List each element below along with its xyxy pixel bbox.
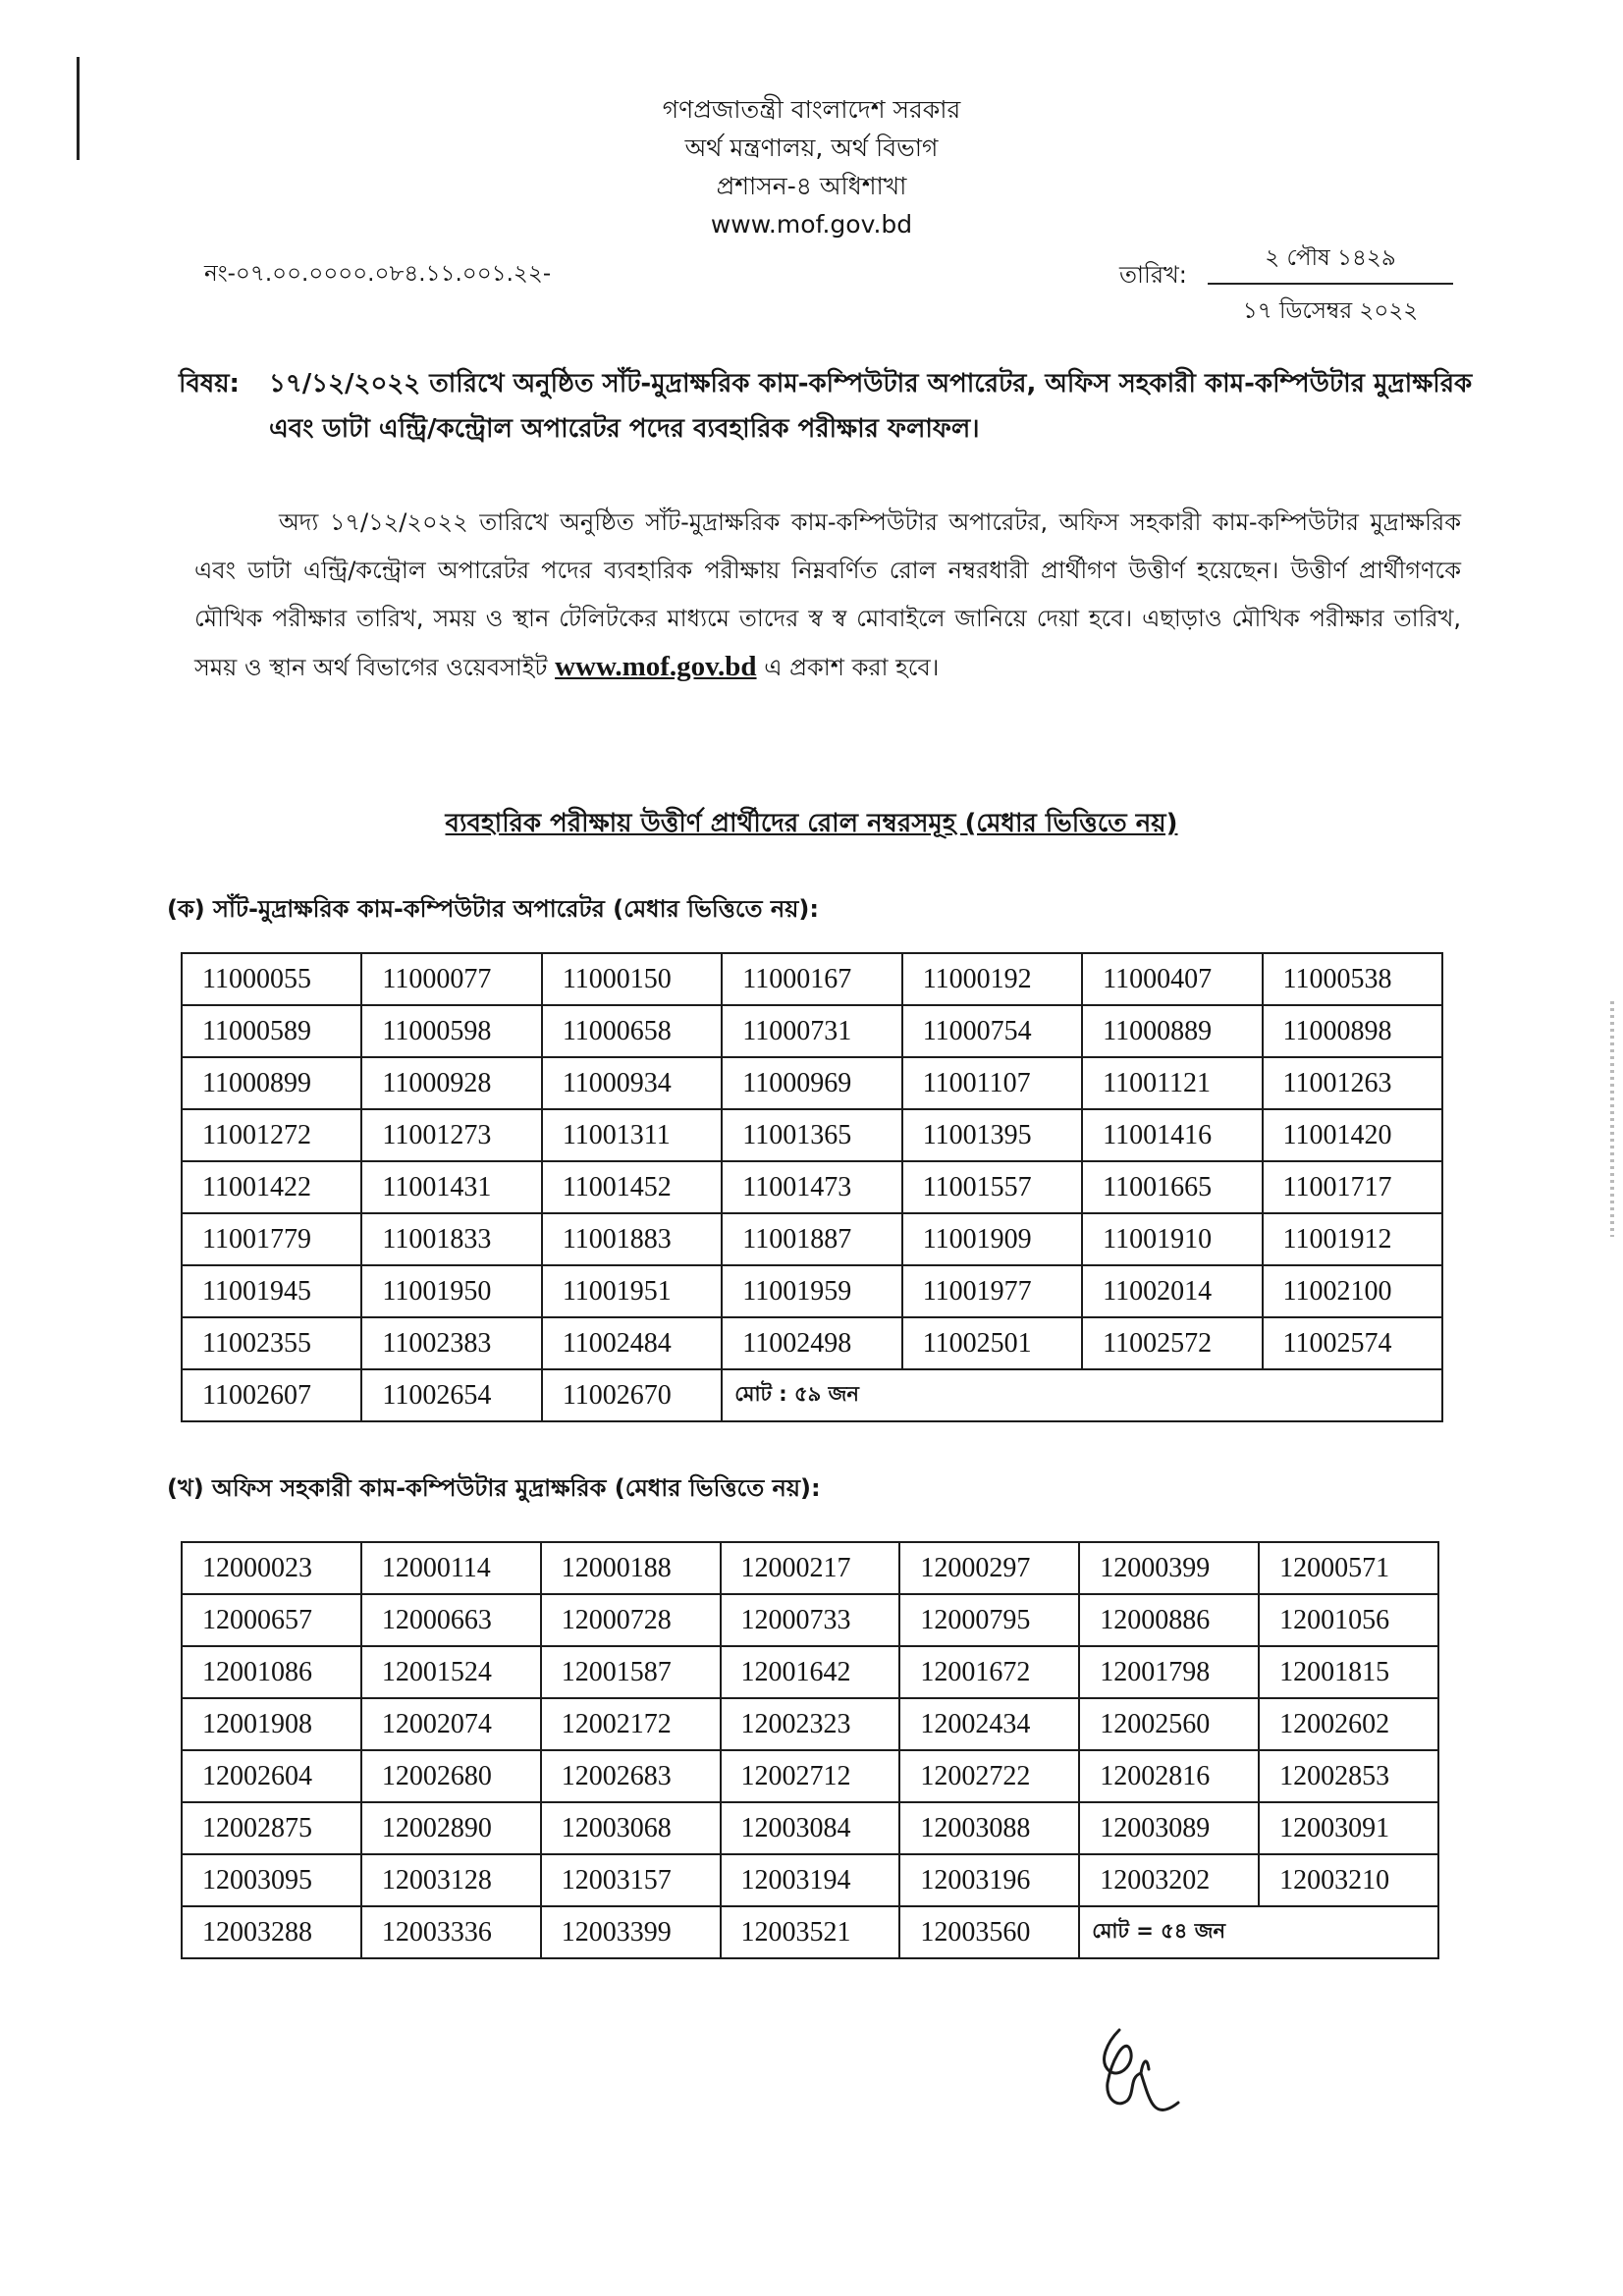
roll-number-cell: 11001263	[1263, 1057, 1442, 1109]
roll-number-cell: 12001587	[541, 1646, 721, 1698]
roll-number-cell: 12001086	[182, 1646, 361, 1698]
section-a-roll-table	[181, 952, 1443, 1422]
table-row-last	[182, 1369, 1442, 1421]
roll-number-cell: 12002875	[182, 1802, 361, 1854]
roll-number-cell: 11001665	[1082, 1161, 1262, 1213]
roll-number-cell: 12002560	[1079, 1698, 1259, 1750]
roll-number-cell: 11001311	[542, 1109, 722, 1161]
roll-number-cell: 12003202	[1079, 1854, 1259, 1906]
roll-number-cell: 11000934	[542, 1057, 722, 1109]
roll-number-cell: 11000754	[902, 1005, 1082, 1057]
body-text-end: এ প্রকাশ করা হবে।	[764, 654, 940, 681]
roll-number-cell: 11000969	[722, 1057, 901, 1109]
roll-number-cell: 12003157	[541, 1854, 721, 1906]
roll-number-cell: 12000399	[1079, 1542, 1259, 1594]
roll-number-cell: 11001416	[1082, 1109, 1262, 1161]
body-paragraph	[194, 499, 1461, 692]
roll-number-cell: 11001452	[542, 1161, 722, 1213]
roll-number-cell: 11000407	[1082, 953, 1262, 1005]
roll-number-cell: 12002712	[721, 1750, 900, 1802]
roll-number-cell: 11000731	[722, 1005, 901, 1057]
table-row	[182, 1213, 1442, 1265]
roll-number-cell: 12001672	[899, 1646, 1079, 1698]
roll-number-cell: 11001420	[1263, 1109, 1442, 1161]
roll-number-cell: 12000886	[1079, 1594, 1259, 1646]
roll-number-cell: 11001121	[1082, 1057, 1262, 1109]
roll-number-cell: 12002722	[899, 1750, 1079, 1802]
branch-name: প্রশাসন-৪ অধিশাখা	[716, 172, 907, 200]
roll-number-cell: 12003089	[1079, 1802, 1259, 1854]
table-row	[182, 1750, 1438, 1802]
section-a-title: (ক) সাঁট-মুদ্রাক্ষরিক কাম-কম্পিউটার অপারেটর (মেধার ভিত্তিতে নয়):	[167, 895, 819, 923]
date-block	[1208, 240, 1453, 331]
roll-number-cell: 12003095	[182, 1854, 361, 1906]
list-heading: ব্যবহারিক পরীক্ষায় উত্তীর্ণ প্রার্থীদের রোল নম্বরসমূহ (মেধার ভিত্তিতে নয়)	[445, 809, 1178, 838]
roll-number-cell: 12003088	[899, 1802, 1079, 1854]
table-row	[182, 1005, 1442, 1057]
roll-number-cell: 11002572	[1082, 1317, 1262, 1369]
table-row	[182, 1802, 1438, 1854]
roll-number-cell: 11001950	[361, 1265, 541, 1317]
total-count: মোট : ৫৯ জন	[722, 1369, 1442, 1421]
roll-number-cell: 12002680	[361, 1750, 541, 1802]
roll-number-cell: 11000899	[182, 1057, 361, 1109]
roll-number-cell: 11002574	[1263, 1317, 1442, 1369]
roll-number-cell: 12003210	[1259, 1854, 1438, 1906]
roll-number-cell: 11001431	[361, 1161, 541, 1213]
roll-number-cell: 11002383	[361, 1317, 541, 1369]
roll-number-cell: 12000571	[1259, 1542, 1438, 1594]
table-row	[182, 1854, 1438, 1906]
roll-number-cell: 11001473	[722, 1161, 901, 1213]
roll-number-cell: 11000192	[902, 953, 1082, 1005]
roll-number-cell: 11000055	[182, 953, 361, 1005]
roll-number-cell: 11001422	[182, 1161, 361, 1213]
roll-number-cell: 11001912	[1263, 1213, 1442, 1265]
table-row	[182, 953, 1442, 1005]
table-row	[182, 1542, 1438, 1594]
roll-number-cell: 11000598	[361, 1005, 541, 1057]
roll-number-cell: 11002670	[542, 1369, 722, 1421]
roll-number-cell: 11001272	[182, 1109, 361, 1161]
section-b-title: (খ) অফিস সহকারী কাম-কম্পিউটার মুদ্রাক্ষরিক (মেধার ভিত্তিতে নয়):	[167, 1474, 821, 1502]
roll-number-cell: 11001395	[902, 1109, 1082, 1161]
roll-number-cell: 12000663	[361, 1594, 541, 1646]
roll-number-cell: 11001717	[1263, 1161, 1442, 1213]
roll-number-cell: 11002484	[542, 1317, 722, 1369]
subject-label: বিষয়:	[179, 369, 240, 399]
roll-number-cell: 11000167	[722, 953, 901, 1005]
government-name: গণপ্রজাতন্ত্রী বাংলাদেশ সরকার	[662, 95, 961, 124]
roll-number-cell: 12003128	[361, 1854, 541, 1906]
roll-number-cell: 12000733	[721, 1594, 900, 1646]
roll-number-cell: 11002607	[182, 1369, 361, 1421]
roll-number-cell: 12003336	[361, 1906, 541, 1958]
roll-number-cell: 12001815	[1259, 1646, 1438, 1698]
table-row	[182, 1109, 1442, 1161]
table-row	[182, 1265, 1442, 1317]
roll-number-cell: 11000898	[1263, 1005, 1442, 1057]
roll-number-cell: 11001365	[722, 1109, 901, 1161]
roll-number-cell: 12003288	[182, 1906, 361, 1958]
roll-number-cell: 11001557	[902, 1161, 1082, 1213]
roll-number-cell: 11001107	[902, 1057, 1082, 1109]
roll-number-cell: 12000023	[182, 1542, 361, 1594]
roll-number-cell: 11001951	[542, 1265, 722, 1317]
roll-number-cell: 12002604	[182, 1750, 361, 1802]
roll-number-cell: 12003399	[541, 1906, 721, 1958]
roll-number-cell: 11002654	[361, 1369, 541, 1421]
table-row	[182, 1161, 1442, 1213]
roll-number-cell: 12000657	[182, 1594, 361, 1646]
roll-number-cell: 12001056	[1259, 1594, 1438, 1646]
roll-number-cell: 11001909	[902, 1213, 1082, 1265]
roll-number-cell: 12002816	[1079, 1750, 1259, 1802]
roll-number-cell: 11000538	[1263, 953, 1442, 1005]
roll-number-cell: 12001908	[182, 1698, 361, 1750]
roll-number-cell: 12001798	[1079, 1646, 1259, 1698]
roll-number-cell: 11001887	[722, 1213, 901, 1265]
roll-number-cell: 11002100	[1263, 1265, 1442, 1317]
subject	[179, 361, 1475, 452]
roll-number-cell: 12001524	[361, 1646, 541, 1698]
roll-number-cell: 12000728	[541, 1594, 721, 1646]
roll-number-cell: 12002602	[1259, 1698, 1438, 1750]
roll-number-cell: 12001642	[721, 1646, 900, 1698]
roll-number-cell: 12003560	[899, 1906, 1079, 1958]
roll-number-cell: 12003196	[899, 1854, 1079, 1906]
roll-number-cell: 12002683	[541, 1750, 721, 1802]
roll-number-cell: 11001910	[1082, 1213, 1262, 1265]
roll-number-cell: 11001273	[361, 1109, 541, 1161]
website-link: www.mof.gov.bd	[555, 651, 757, 682]
date-english: ১৭ ডিসেম্বর ২০২২	[1242, 298, 1419, 324]
roll-number-cell: 11002501	[902, 1317, 1082, 1369]
roll-number-cell: 12003084	[721, 1802, 900, 1854]
date-bangla: ২ পৌষ ১৪২৯	[1208, 240, 1453, 285]
roll-number-cell: 12002434	[899, 1698, 1079, 1750]
roll-number-cell: 12000795	[899, 1594, 1079, 1646]
roll-number-cell: 11002355	[182, 1317, 361, 1369]
roll-number-cell: 11002498	[722, 1317, 901, 1369]
letterhead	[0, 90, 1623, 243]
memo-number: নং-০৭.০০.০০০০.০৮৪.১১.০০১.২২-	[204, 261, 552, 287]
roll-number-cell: 12003521	[721, 1906, 900, 1958]
section-b-roll-table	[181, 1541, 1439, 1959]
roll-number-cell: 12002074	[361, 1698, 541, 1750]
roll-number-cell: 12000217	[721, 1542, 900, 1594]
table-row	[182, 1698, 1438, 1750]
roll-number-cell: 11001959	[722, 1265, 901, 1317]
table-row	[182, 1057, 1442, 1109]
roll-number-cell: 12002172	[541, 1698, 721, 1750]
roll-number-cell: 12003091	[1259, 1802, 1438, 1854]
roll-number-cell: 12002323	[721, 1698, 900, 1750]
roll-number-cell: 12002853	[1259, 1750, 1438, 1802]
roll-number-cell: 11000077	[361, 953, 541, 1005]
signature	[1090, 2022, 1227, 2120]
website: www.mof.gov.bd	[710, 210, 913, 239]
roll-number-cell: 12003194	[721, 1854, 900, 1906]
roll-number-cell: 12000297	[899, 1542, 1079, 1594]
table-row	[182, 1317, 1442, 1369]
table-row	[182, 1646, 1438, 1698]
roll-number-cell: 11001945	[182, 1265, 361, 1317]
roll-number-cell: 11000589	[182, 1005, 361, 1057]
roll-number-cell: 12000188	[541, 1542, 721, 1594]
roll-number-cell: 11000150	[542, 953, 722, 1005]
roll-number-cell: 11002014	[1082, 1265, 1262, 1317]
subject-text: ১৭/১২/২০২২ তারিখে অনুষ্ঠিত সাঁট-মুদ্রাক্ষরিক কাম-কম্পিউটার অপারেটর, অফিস সহকারী কাম-কম্পিউটার মুদ্রাক্ষরিক এবং ডাটা এন্ট্রি/কন্ট্রোল অপারেটর পদের ব্যবহারিক পরীক্ষার ফলাফল।	[269, 369, 1473, 444]
roll-number-cell: 11001779	[182, 1213, 361, 1265]
roll-number-cell: 11000889	[1082, 1005, 1262, 1057]
body-text: অদ্য ১৭/১২/২০২২ তারিখে অনুষ্ঠিত সাঁট-মুদ্রাক্ষরিক কাম-কম্পিউটার অপারেটর, অফিস সহকারী কাম-কম্পিউটার মুদ্রাক্ষরিক এবং ডাটা এন্ট্রি/কন্ট্রোল অপারেটর পদের ব্যবহারিক পরীক্ষায় নিম্নবর্ণিত রোল নম্বরধারী প্রার্থীগণ উত্তীর্ণ হয়েছেন। উত্তীর্ণ প্রার্থীগণকে মৌখিক পরীক্ষার তারিখ, সময় ও স্থান টেলিটকের মাধ্যমে তাদের স্ব স্ব মোবাইলে জানিয়ে দেয়া হবে। এছাড়াও মৌখিক পরীক্ষার তারিখ, সময় ও স্থান অর্থ বিভাগের ওয়েবসাইট	[194, 508, 1461, 681]
ministry-name: অর্থ মন্ত্রণালয়, অর্থ বিভাগ	[684, 133, 939, 162]
table-row-last	[182, 1906, 1438, 1958]
roll-number-cell: 11001883	[542, 1213, 722, 1265]
roll-number-cell: 11001977	[902, 1265, 1082, 1317]
roll-number-cell: 11000928	[361, 1057, 541, 1109]
roll-number-cell: 12003068	[541, 1802, 721, 1854]
table-row	[182, 1594, 1438, 1646]
roll-number-cell: 12002890	[361, 1802, 541, 1854]
roll-number-cell: 11001833	[361, 1213, 541, 1265]
roll-number-cell: 11000658	[542, 1005, 722, 1057]
total-count: মোট = ৫৪ জন	[1079, 1906, 1438, 1958]
roll-number-cell: 12000114	[361, 1542, 541, 1594]
date-label: তারিখ:	[1119, 261, 1187, 289]
scan-edge-mark	[1610, 1001, 1614, 1237]
